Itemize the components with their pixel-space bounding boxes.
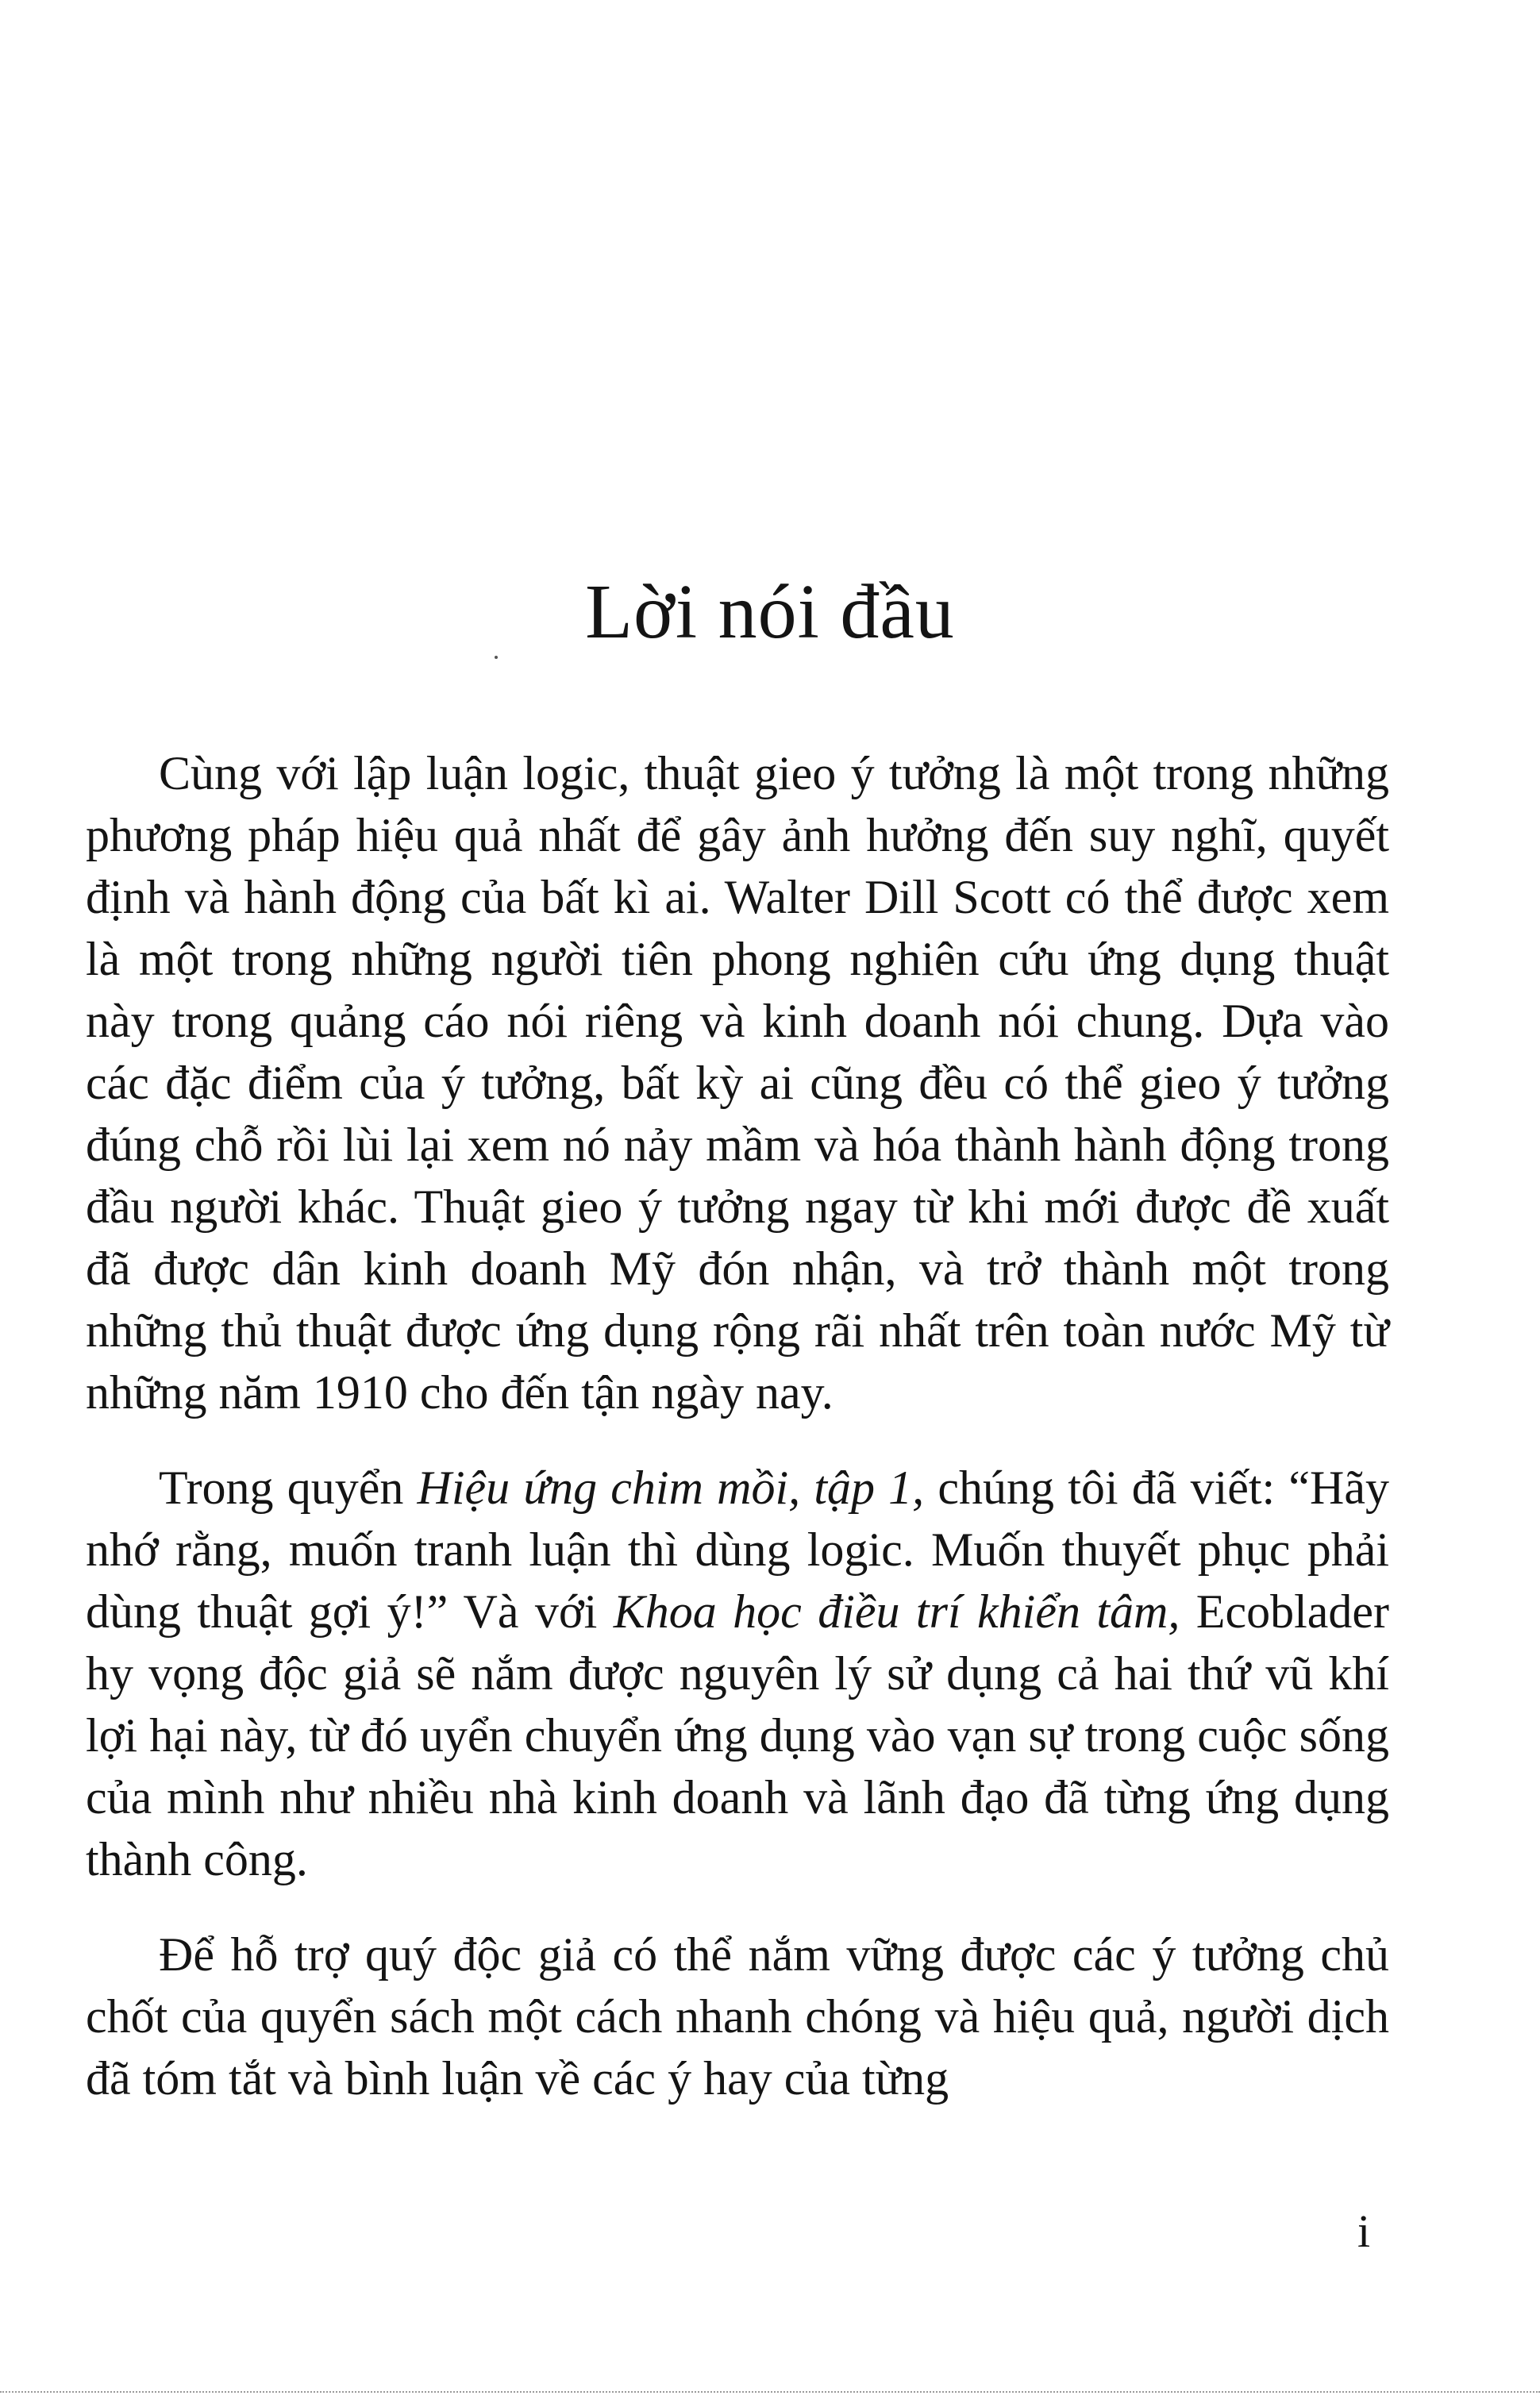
book-title-mind-control-science: Khoa học điều trí khiển tâm, xyxy=(613,1585,1180,1638)
paragraph-3-text: Để hỗ trợ quý độc giả có thể nắm vững được các ý tưởng chủ chốt của quyển sách một cách nhanh chóng và hiệu quả, người dịch đã tóm tắt và bình luận về các ý hay của từng xyxy=(86,1928,1389,2105)
ink-speck xyxy=(495,656,498,659)
body-text xyxy=(86,742,1389,2109)
bottom-scan-edge xyxy=(0,2391,1540,2393)
paragraph-2-text: chúng tôi đã viết: “Hãy nhớ rằng, muốn tranh luận thì dùng logic. Muốn thuyết phục phải dùng thuật gợi ý!” Và với xyxy=(86,1462,1389,1638)
paragraph-3 xyxy=(86,1924,1389,2109)
paragraph-1 xyxy=(86,742,1389,1423)
paragraph-1-text: Cùng với lập luận logic, thuật gieo ý tưởng là một trong những phương pháp hiệu quả nhất để gây ảnh hưởng đến suy nghĩ, quyết định và hành động của bất kì ai. Walter Dill Scott có thể được xem là một trong những người tiên phong nghiên cứu ứng dụng thuật này trong quảng cáo nói riêng và kinh doanh nói chung. Dựa vào các đặc điểm của ý tưởng, bất kỳ ai cũng đều có thể gieo ý tưởng đúng chỗ rồi lùi lại xem nó nảy mầm và hóa thành hành động trong đầu người khác. Thuật gieo ý tưởng ngay từ khi mới được đề xuất đã được dân kinh doanh Mỹ đón nhận, và trở thành một trong những thủ thuật được ứng dụng rộng rãi nhất trên toàn nước Mỹ từ những năm 1910 cho đến tận ngày nay. xyxy=(86,747,1389,1419)
page-number: i xyxy=(1357,2205,1371,2257)
paragraph-2 xyxy=(86,1457,1389,1890)
paragraph-2-text: Ecoblader hy vọng độc giả sẽ nắm được nguyên lý sử dụng cả hai thứ vũ khí lợi hại này, từ đó uyển chuyển ứng dụng vào vạn sự trong cuộc sống của mình như nhiều nhà kinh doanh và lãnh đạo đã từng ứng dụng thành công. xyxy=(86,1585,1389,1885)
page-title: Lời nói đầu xyxy=(585,569,955,655)
paragraph-2-text: Trong quyển xyxy=(159,1462,418,1514)
book-title-decoy-effect: Hiệu ứng chim mồi, tập 1, xyxy=(417,1462,925,1514)
